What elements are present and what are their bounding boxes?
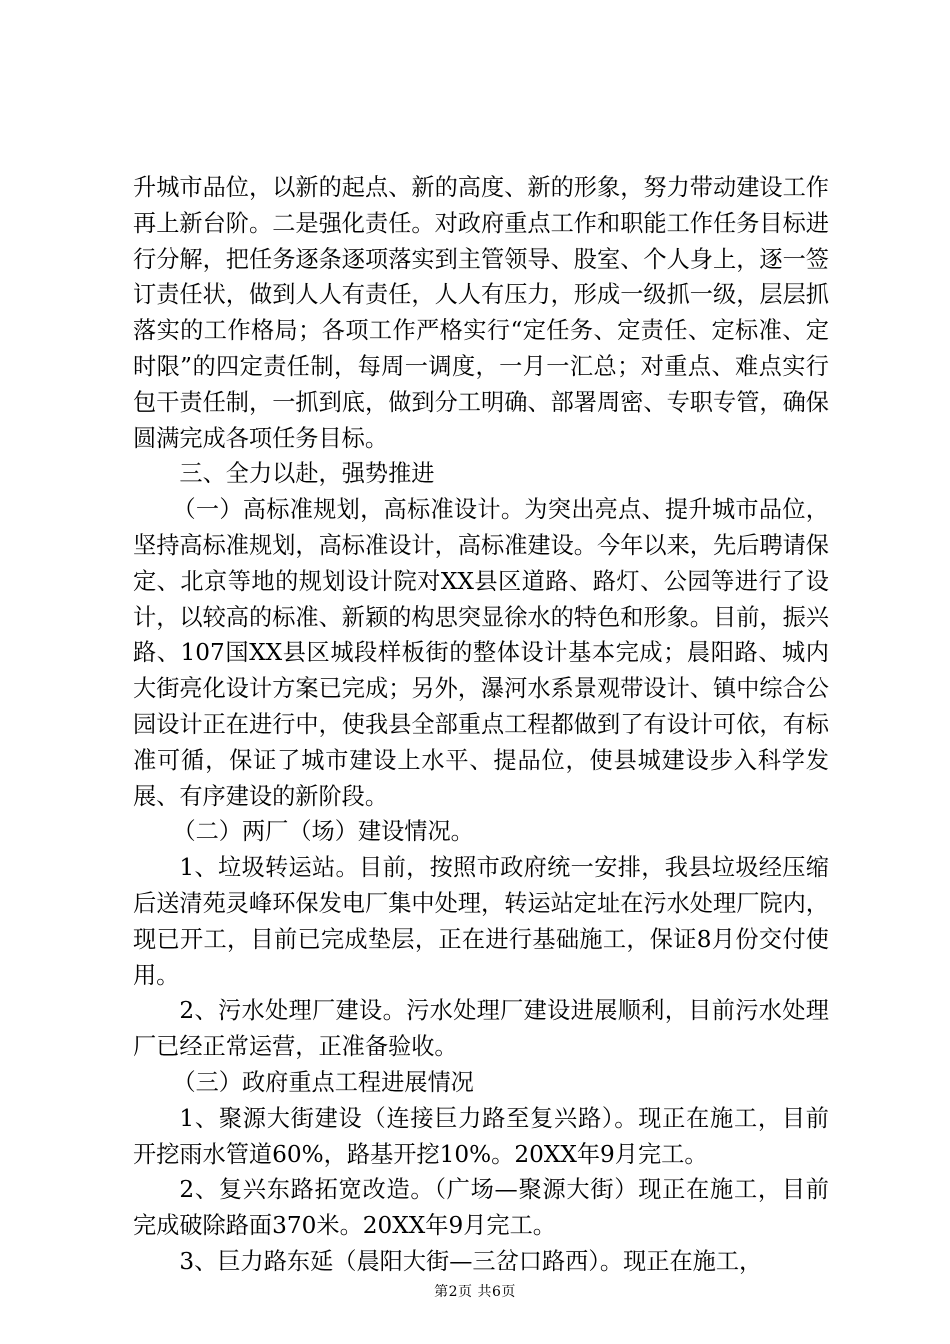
paragraph-sewage-plant: 2、污水处理厂建设。污水处理厂建设进展顺利，目前污水处理厂已经正常运营，正准备验收。 <box>133 997 829 1061</box>
document-body <box>133 170 829 1280</box>
heading-two-plants: （二）两厂（场）建设情况。 <box>172 818 474 846</box>
heading-key-projects: （三）政府重点工程进展情况 <box>172 1068 474 1096</box>
page-number-footer: 第2页 共6页 <box>434 1284 516 1300</box>
paragraph-juli-road-extension: 3、巨力路东延（晨阳大街—三岔口路西）。现正在施工， <box>179 1247 763 1275</box>
paragraph-juyuan-street: 1、聚源大街建设（连接巨力路至复兴路）。现正在施工，目前开挖雨水管道60%，路基开挖10%。20XX年9月完工。 <box>133 1104 829 1168</box>
paragraph-garbage-transfer-station: 1、垃圾转运站。目前，按照市政府统一安排，我县垃圾经压缩后送清苑灵峰环保发电厂集中处理，转运站定址在污水处理厂院内，现已开工，目前已完成垫层，正在进行基础施工，保证8月份交付使用。 <box>133 854 829 989</box>
paragraph-fuxing-east-road: 2、复兴东路拓宽改造。（广场—聚源大街）现正在施工，目前完成破除路面370米。20XX年9月完工。 <box>133 1176 829 1240</box>
heading-section-three: 三、全力以赴，强势推进 <box>179 460 435 488</box>
paragraph-planning-design: （一）高标准规划，高标准设计。为突出亮点、提升城市品位，坚持高标准规划，高标准设计，高标准建设。今年以来，先后聘请保定、北京等地的规划设计院对XX县区道路、路灯、公园等进行了设计，以较高的标准、新颖的构思突显徐水的特色和形象。目前，振兴路、107国XX县区城段样板街的整体设计基本完成；晨阳路、城内大街亮化设计方案已完成；另外，瀑河水系景观带设计、镇中综合公园设计正在进行中，使我县全部重点工程都做到了有设计可依，有标准可循，保证了城市建设上水平、提品位，使县城建设步入科学发展、有序建设的新阶段。 <box>133 496 829 810</box>
paragraph-responsibility: 升城市品位，以新的起点、新的高度、新的形象，努力带动建设工作再上新台阶。二是强化责任。对政府重点工作和职能工作任务目标进行分解，把任务逐条逐项落实到主管领导、股室、个人身上，逐一签订责任状，做到人人有责任，人人有压力，形成一级抓一级，层层抓落实的工作格局；各项工作严格实行“定任务、定责任、定标准、定时限”的四定责任制，每周一调度，一月一汇总；对重点、难点实行包干责任制，一抓到底，做到分工明确、部署周密、专职专管，确保圆满完成各项任务目标。 <box>133 174 829 452</box>
